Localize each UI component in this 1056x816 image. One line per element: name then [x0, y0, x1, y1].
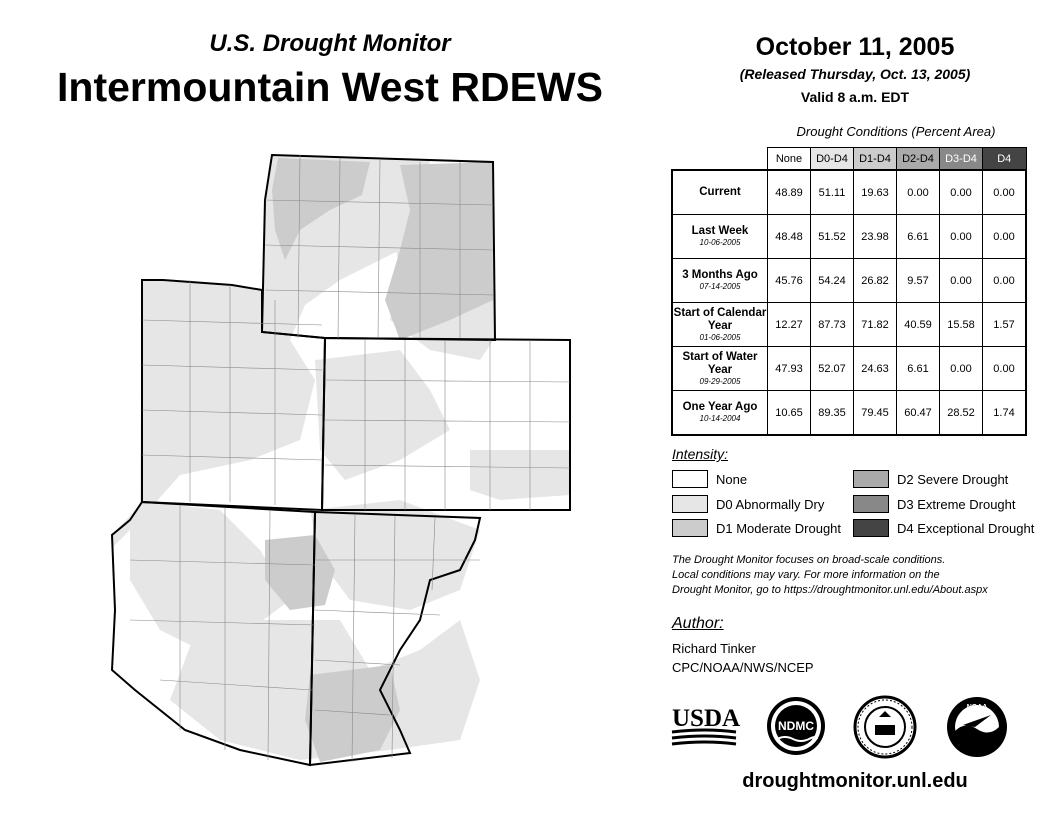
note-line: Drought Monitor, go to https://droughtmonitor.unl.edu/About.aspx — [672, 584, 988, 596]
table-cell: 48.89 — [768, 170, 811, 215]
legend-item-d4 — [853, 519, 1034, 537]
table-row — [672, 303, 1026, 347]
legend-label: D3 Extreme Drought — [897, 496, 1016, 512]
table-cell: 0.00 — [940, 259, 983, 303]
legend-title: Intensity: — [672, 446, 729, 462]
column-header: D0-D4 — [811, 148, 854, 171]
table-cell: 1.74 — [983, 391, 1027, 436]
drought-map — [100, 150, 580, 775]
row-date: 10-06-2005 — [699, 238, 741, 247]
note-line: Local conditions may vary. For more information on the — [672, 569, 940, 581]
disclaimer-note — [672, 553, 1042, 598]
note-line: The Drought Monitor focuses on broad-scale conditions. — [672, 554, 946, 566]
table-cell: 0.00 — [940, 215, 983, 259]
column-header: D2-D4 — [897, 148, 940, 171]
website-url[interactable]: droughtmonitor.unl.edu — [742, 770, 968, 792]
row-label-text: Current — [699, 186, 741, 198]
row-label-text: Last Week — [691, 225, 749, 237]
legend-item-d3 — [853, 495, 1016, 513]
table-cell: 19.63 — [854, 170, 897, 215]
release-date: (Released Thursday, Oct. 13, 2005) — [739, 66, 971, 82]
table-cell: 6.61 — [897, 215, 940, 259]
author-organization: CPC/NOAA/NWS/NCEP — [672, 660, 814, 675]
legend-label: D0 Abnormally Dry — [716, 496, 825, 512]
valid-time: Valid 8 a.m. EDT — [800, 89, 910, 105]
legend-swatch — [853, 470, 889, 488]
noaa-logo — [945, 695, 1010, 760]
row-label-text: 3 Months Ago — [682, 269, 758, 281]
table-corner — [672, 148, 768, 171]
legend-swatch — [672, 519, 708, 537]
table-cell: 1.57 — [983, 303, 1027, 347]
table-row — [672, 347, 1026, 391]
table-cell: 0.00 — [983, 170, 1027, 215]
table-cell: 0.00 — [983, 347, 1027, 391]
map-subtitle: U.S. Drought Monitor — [209, 30, 451, 57]
author-heading: Author: — [672, 615, 724, 632]
table-cell: 47.93 — [768, 347, 811, 391]
column-header: D4 — [983, 148, 1027, 171]
author-name: Richard Tinker — [672, 641, 756, 656]
row-label-text: Start of Calendar Year — [673, 306, 767, 332]
row-date: 07-14-2005 — [699, 282, 741, 291]
drought-conditions-table — [671, 147, 1027, 436]
legend-label: D2 Severe Drought — [897, 471, 1009, 487]
map-date: October 11, 2005 — [755, 33, 955, 61]
table-cell: 28.52 — [940, 391, 983, 436]
row-label — [672, 303, 768, 347]
table-row — [672, 259, 1026, 303]
map-title: Intermountain West RDEWS — [57, 64, 603, 110]
table-row — [672, 170, 1026, 215]
table-cell: 60.47 — [897, 391, 940, 436]
table-cell: 54.24 — [811, 259, 854, 303]
table-cell: 23.98 — [854, 215, 897, 259]
table-cell: 79.45 — [854, 391, 897, 436]
row-label — [672, 347, 768, 391]
legend-item-d1 — [672, 519, 841, 537]
legend-label: None — [716, 471, 748, 487]
table-caption: Drought Conditions (Percent Area) — [796, 124, 996, 139]
table-row — [672, 215, 1026, 259]
legend-swatch — [853, 519, 889, 537]
row-date: 09-29-2005 — [699, 376, 741, 386]
column-header: D3-D4 — [940, 148, 983, 171]
table-cell: 0.00 — [983, 259, 1027, 303]
usda-logo — [670, 700, 740, 750]
table-cell: 0.00 — [897, 170, 940, 215]
svg-text:NOAA: NOAA — [966, 704, 988, 711]
legend-label: D4 Exceptional Drought — [897, 520, 1035, 536]
svg-text:NDMC: NDMC — [778, 719, 814, 733]
row-date: 01-06-2005 — [699, 332, 741, 342]
table-cell: 0.00 — [940, 347, 983, 391]
table-cell: 6.61 — [897, 347, 940, 391]
commerce-seal — [853, 695, 918, 760]
table-row — [672, 391, 1026, 436]
table-cell: 51.11 — [811, 170, 854, 215]
row-label — [672, 215, 768, 259]
table-cell: 71.82 — [854, 303, 897, 347]
table-cell: 51.52 — [811, 215, 854, 259]
table-cell: 0.00 — [940, 170, 983, 215]
column-header: None — [768, 148, 811, 171]
table-cell: 87.73 — [811, 303, 854, 347]
row-label — [672, 259, 768, 303]
table-cell: 10.65 — [768, 391, 811, 436]
legend-swatch — [672, 495, 708, 513]
legend-swatch — [672, 470, 708, 488]
row-label-text: Start of Water Year — [682, 350, 758, 376]
table-cell: 89.35 — [811, 391, 854, 436]
row-label — [672, 170, 768, 215]
ndmc-logo — [765, 695, 827, 757]
row-label-text: One Year Ago — [682, 401, 758, 413]
table-cell: 12.27 — [768, 303, 811, 347]
row-date: 10-14-2004 — [699, 414, 741, 423]
table-cell: 9.57 — [897, 259, 940, 303]
d0-area — [470, 450, 570, 500]
table-cell: 26.82 — [854, 259, 897, 303]
row-label — [672, 391, 768, 436]
legend-item-none — [672, 470, 747, 488]
table-cell: 40.59 — [897, 303, 940, 347]
svg-text:USDA: USDA — [672, 705, 740, 732]
column-header: D1-D4 — [854, 148, 897, 171]
table-cell: 52.07 — [811, 347, 854, 391]
table-cell: 0.00 — [983, 215, 1027, 259]
table-cell: 45.76 — [768, 259, 811, 303]
legend-label: D1 Moderate Drought — [716, 520, 842, 536]
table-cell: 48.48 — [768, 215, 811, 259]
legend-swatch — [853, 495, 889, 513]
table-cell: 24.63 — [854, 347, 897, 391]
table-cell: 15.58 — [940, 303, 983, 347]
legend-item-d2 — [853, 470, 1008, 488]
legend-item-d0 — [672, 495, 824, 513]
